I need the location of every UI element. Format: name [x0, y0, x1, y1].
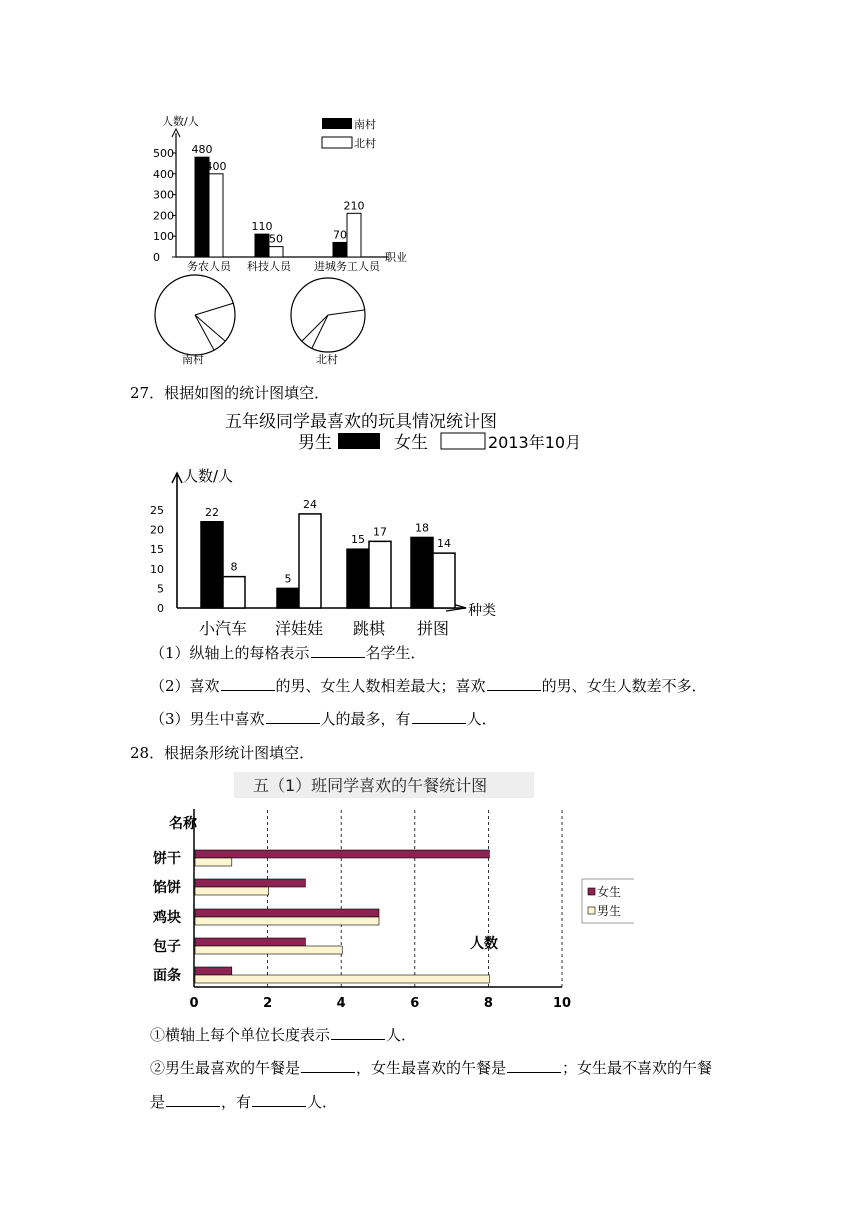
q28-item2-text-a: ②男生最喜欢的午餐是	[150, 1059, 301, 1077]
q27-item3	[150, 709, 497, 729]
toy-bar-value: 5	[284, 572, 292, 586]
q28-item3-text-b: ，有	[221, 1093, 252, 1111]
q27-item1	[150, 643, 426, 663]
toy-bar	[299, 514, 321, 608]
c1-xlabel: 职业	[385, 251, 407, 264]
q27-blank-1[interactable]	[311, 643, 365, 658]
toy-ytick-label: 15	[150, 543, 164, 557]
lunch-category-label: 饼干	[153, 851, 181, 867]
toy-bar-value: 22	[205, 505, 219, 519]
q27-blank-3[interactable]	[487, 676, 541, 691]
c1-ytick-label: 200	[153, 209, 174, 223]
lunch-xtick-label: 10	[552, 996, 572, 1011]
lunch-category-label: 馅饼	[153, 880, 181, 896]
toy-xlabel: 种类	[468, 603, 496, 619]
toy-ylabel: 人数/人	[183, 467, 234, 485]
q28-item3	[150, 1092, 337, 1112]
toy-bar	[369, 541, 391, 608]
toy-category-label: 小汽车	[198, 619, 248, 637]
c1-bar	[347, 213, 361, 257]
c1-bar	[333, 242, 347, 257]
c1-legend-north: 北村	[354, 137, 376, 150]
lunch-bar	[195, 858, 232, 866]
toy-chart	[150, 405, 590, 637]
c1-legend-south-swatch	[322, 118, 352, 129]
toy-chart-title: 五年级同学最喜欢的玩具情况统计图	[225, 412, 497, 432]
q28-blank-1[interactable]	[331, 1025, 385, 1040]
c1-bar-value: 210	[343, 199, 365, 213]
toy-bar-value: 15	[351, 533, 365, 547]
c1-legend-south: 南村	[354, 118, 376, 131]
occupation-chart	[150, 105, 420, 370]
toy-bar	[411, 537, 433, 608]
lunch-ylabel: 名称	[169, 816, 197, 832]
q28-blank-5[interactable]	[252, 1092, 306, 1107]
lunch-bar	[195, 887, 269, 895]
q28-blank-2[interactable]	[301, 1058, 355, 1073]
c1-ytick-label: 500	[153, 147, 174, 160]
c1-bar-value: 110	[251, 220, 273, 234]
c1-ylabel: 人数/人	[162, 115, 199, 128]
q27-blank-5[interactable]	[412, 709, 466, 724]
q27-item3-text-c: 人．	[466, 710, 497, 728]
q28-item1	[150, 1025, 416, 1045]
lunch-legend-male-swatch	[588, 907, 595, 914]
toy-bar	[433, 553, 455, 608]
lunch-xtick-label: 6	[410, 996, 420, 1011]
toy-ytick-label: 0	[157, 602, 164, 615]
c1-ytick-label: 0	[153, 251, 160, 264]
toy-bar	[223, 577, 245, 608]
lunch-legend-male: 男生	[597, 904, 622, 918]
toy-bar	[201, 522, 223, 608]
lunch-xtick-label: 0	[189, 996, 199, 1011]
c1-category-label: 科技人员	[247, 260, 291, 273]
lunch-bar	[195, 975, 489, 983]
lunch-category-label: 鸡块	[153, 910, 181, 926]
lunch-legend-female-swatch	[588, 888, 595, 895]
q28-blank-4[interactable]	[166, 1092, 220, 1107]
q28-item1-text-a: ①横轴上每个单位长度表示	[150, 1026, 331, 1044]
c1-bar-value: 480	[191, 143, 213, 157]
c1-bar-value: 50	[269, 232, 283, 246]
q27-item3-text-a: （3）男生中喜欢	[150, 710, 265, 728]
lunch-bar	[195, 850, 489, 858]
toy-bar-value: 14	[437, 537, 451, 551]
toy-ytick-label: 20	[150, 523, 164, 537]
q27-item2-text-c: 的男、女生人数差不多．	[541, 677, 707, 695]
c1-ytick-label: 400	[153, 167, 174, 181]
q27-blank-2[interactable]	[221, 676, 275, 691]
lunch-legend-female: 女生	[597, 885, 622, 899]
toy-ytick-label: 5	[157, 582, 164, 596]
lunch-xtick-label: 8	[483, 996, 493, 1011]
lunch-bar	[195, 917, 379, 925]
q27-item2-text-b: 的男、女生人数相差最大；喜欢	[275, 677, 486, 695]
q28-item3-text-c: 人．	[307, 1093, 338, 1111]
lunch-xtick-label: 4	[336, 996, 346, 1011]
q27-item3-text-b: 人的最多，有	[320, 710, 411, 728]
q27-stem: 27．根据如图的统计图填空．	[130, 384, 330, 402]
q27-item2	[150, 676, 707, 696]
toy-legend-male-label: 男生	[298, 433, 332, 453]
toy-bar-value: 8	[230, 560, 238, 574]
toy-bar-value: 24	[303, 497, 317, 511]
q28-item2-text-c: ；女生最不喜欢的午餐	[562, 1059, 713, 1077]
toy-category-label: 洋娃娃	[274, 619, 324, 637]
q28-blank-3[interactable]	[507, 1058, 561, 1073]
lunch-xtick-label: 2	[263, 996, 273, 1011]
lunch-bar	[195, 946, 342, 954]
c1-category-label: 进城务工人员	[314, 260, 380, 273]
c1-ytick-label: 100	[153, 230, 174, 244]
lunch-bar	[195, 879, 305, 887]
q27-item1-text-b: 名学生．	[365, 644, 426, 662]
q27-item1-text-a: （1）纵轴上的每格表示	[150, 644, 310, 662]
c1-bar-value: 70	[333, 228, 347, 242]
toy-category-label: 拼图	[416, 619, 450, 637]
toy-legend-female-swatch	[441, 433, 485, 449]
q27-blank-4[interactable]	[266, 709, 320, 724]
lunch-xlabel: 人数	[470, 936, 498, 952]
toy-bar	[347, 549, 369, 608]
c1-bar-value: 400	[205, 159, 227, 173]
toy-bar-value: 17	[373, 525, 387, 539]
toy-date: 2013年10月	[488, 433, 582, 452]
pie-north-label: 北村	[316, 353, 338, 366]
c1-legend-north-swatch	[322, 137, 352, 148]
q27-item2-text-a: （2）喜欢	[150, 677, 220, 695]
lunch-chart-title: 五（1）班同学喜欢的午餐统计图	[253, 776, 488, 795]
pie-south-label: 南村	[182, 353, 204, 366]
c1-ytick-label: 300	[153, 188, 174, 202]
q28-stem: 28．根据条形统计图填空．	[130, 744, 315, 762]
c1-bar	[269, 247, 283, 257]
c1-bar	[255, 234, 269, 257]
lunch-bar	[195, 938, 305, 946]
toy-category-label: 跳棋	[352, 619, 386, 637]
lunch-bar	[195, 909, 379, 917]
q28-item2	[150, 1058, 712, 1078]
toy-bar	[277, 588, 299, 608]
toy-ytick-label: 10	[150, 562, 164, 576]
c1-category-label: 务农人员	[187, 260, 231, 273]
lunch-bar	[195, 967, 232, 975]
toy-bar-value: 18	[415, 521, 429, 535]
lunch-category-label: 包子	[153, 939, 181, 955]
toy-ytick-label: 25	[150, 504, 164, 517]
lunch-category-label: 面条	[153, 968, 181, 984]
toy-legend-female-label: 女生	[394, 433, 428, 453]
c1-bar	[209, 174, 223, 257]
toy-legend-male-swatch	[338, 433, 380, 449]
q28-item2-text-b: ，女生最喜欢的午餐是	[356, 1059, 507, 1077]
q28-item1-text-b: 人．	[386, 1026, 417, 1044]
lunch-chart	[150, 770, 634, 1015]
q28-item3-text-a: 是	[150, 1093, 166, 1111]
